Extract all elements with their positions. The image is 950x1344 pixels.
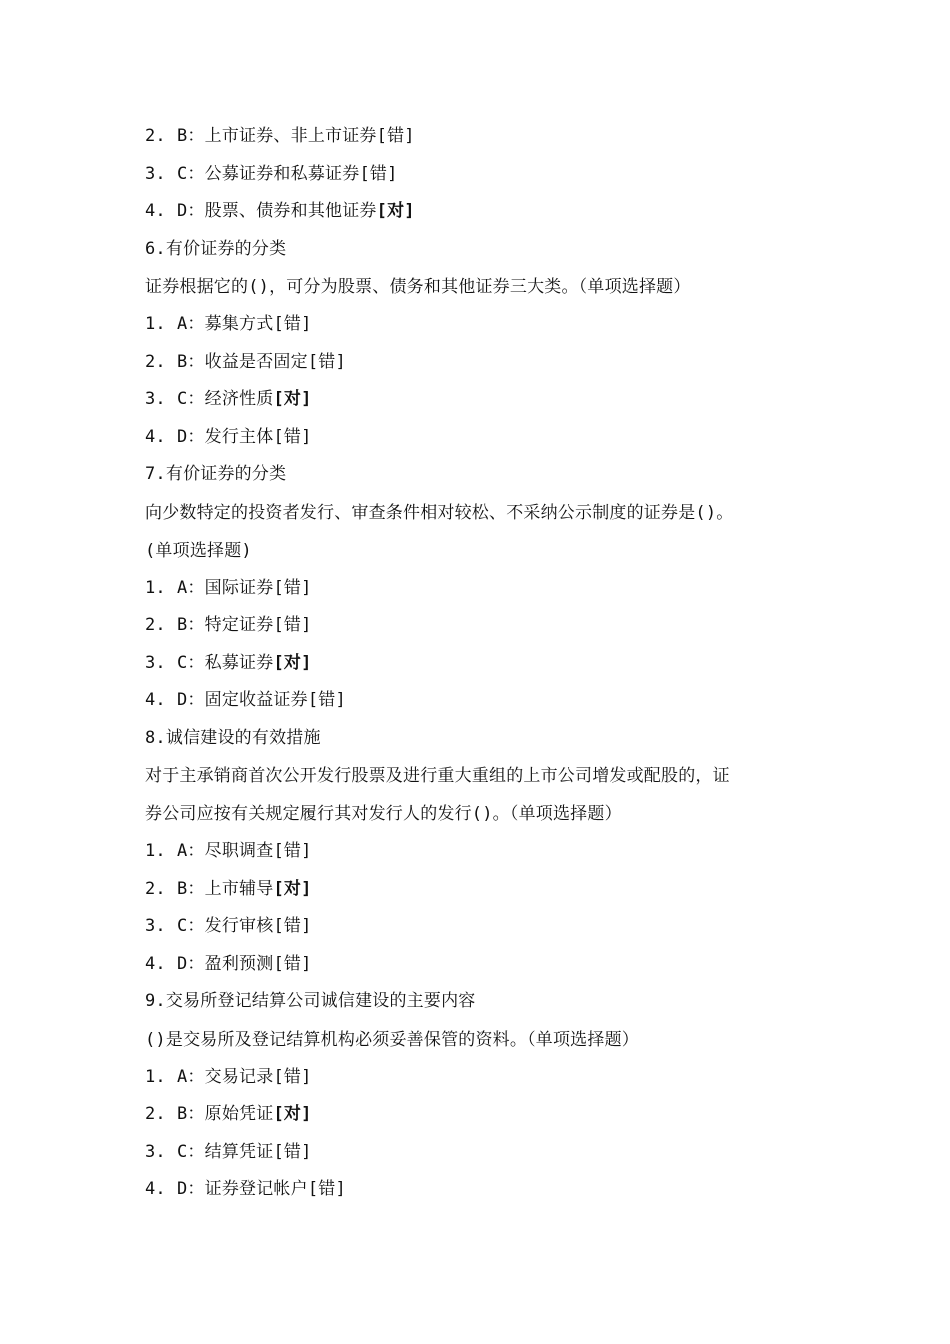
option-text: D：发行主体 — [177, 426, 274, 447]
answer-option — [145, 1171, 825, 1209]
question-heading: 9.交易所登记结算公司诚信建设的主要内容 — [145, 991, 476, 1011]
option-number: 4. — [145, 690, 166, 710]
question-stem: 证券根据它的()，可分为股票、债务和其他证券三大类。（单项选择题） — [145, 277, 691, 297]
option-number: 3. — [145, 163, 166, 184]
option-number: 2. — [145, 351, 166, 372]
question-stem: (单项选择题) — [145, 540, 252, 561]
option-number: 4. — [145, 426, 166, 447]
option-text: C：公募证券和私募证券 — [177, 163, 360, 184]
option-number: 2. — [145, 878, 166, 899]
answer-option — [145, 306, 825, 344]
correct-mark: [对] — [273, 389, 312, 409]
question-stem: 券公司应按有关规定履行其对发行人的发行()。（单项选择题） — [145, 804, 622, 824]
correct-mark: [对] — [273, 878, 312, 899]
option-text: B：收益是否固定 — [177, 351, 308, 372]
option-text: B：上市辅导 — [177, 878, 274, 899]
option-text: C：结算凭证 — [177, 1141, 274, 1162]
wrong-mark: [错] — [273, 615, 312, 635]
question-stem: 向少数特定的投资者发行、审查条件相对较松、不采纳公示制度的证券是()。 — [145, 502, 734, 523]
wrong-mark: [错] — [307, 351, 346, 372]
option-number: 1. — [145, 1066, 166, 1087]
option-text: D：盈利预测 — [177, 953, 274, 974]
answer-option — [145, 833, 825, 871]
wrong-mark: [错] — [273, 1141, 312, 1162]
option-number: 3. — [145, 1141, 166, 1162]
correct-mark: [对] — [376, 201, 415, 221]
answer-option — [145, 570, 825, 608]
answer-option — [145, 193, 825, 231]
correct-mark: [对] — [273, 1104, 312, 1124]
option-text: D：证券登记帐户 — [177, 1179, 308, 1199]
question-heading: 8.诚信建设的有效措施 — [145, 727, 321, 748]
answer-option — [145, 682, 825, 720]
wrong-mark: [错] — [273, 953, 312, 974]
question-stem: 对于主承销商首次公开发行股票及进行重大重组的上市公司增发或配股的，证 — [145, 766, 730, 786]
answer-option — [145, 1059, 825, 1097]
question-heading: 6.有价证券的分类 — [145, 238, 287, 259]
option-text: A：交易记录 — [177, 1066, 274, 1087]
answer-option — [145, 419, 825, 457]
option-number: 1. — [145, 577, 166, 598]
option-number: 1. — [145, 841, 166, 861]
option-number: 4. — [145, 201, 166, 221]
wrong-mark: [错] — [307, 1179, 346, 1199]
question-heading: 7.有价证券的分类 — [145, 464, 287, 484]
option-text: A：募集方式 — [177, 314, 274, 334]
answer-option — [145, 908, 825, 946]
option-number: 3. — [145, 389, 166, 409]
answer-option — [145, 118, 825, 156]
option-number: 4. — [145, 1179, 166, 1199]
answer-option — [145, 1096, 825, 1134]
option-number: 1. — [145, 314, 166, 334]
option-text: A：国际证券 — [177, 577, 274, 598]
wrong-mark: [错] — [273, 314, 312, 334]
answer-option — [145, 871, 825, 909]
answer-option — [145, 1134, 825, 1172]
wrong-mark: [错] — [273, 426, 312, 447]
question-list — [145, 118, 825, 1209]
wrong-mark: [错] — [273, 841, 312, 861]
option-number: 2. — [145, 1104, 166, 1124]
answer-option — [145, 946, 825, 984]
option-text: B：上市证券、非上市证券 — [177, 126, 377, 146]
wrong-mark: [错] — [273, 577, 312, 598]
option-text: B：特定证券 — [177, 615, 274, 635]
answer-option — [145, 645, 825, 683]
option-number: 2. — [145, 126, 166, 146]
answer-option — [145, 344, 825, 382]
option-text: A：尽职调查 — [177, 841, 274, 861]
option-number: 4. — [145, 953, 166, 974]
answer-option — [145, 381, 825, 419]
option-text: C：发行审核 — [177, 916, 274, 936]
option-text: C：私募证券 — [177, 652, 274, 673]
option-number: 2. — [145, 615, 166, 635]
wrong-mark: [错] — [307, 690, 346, 710]
option-text: D：股票、债券和其他证券 — [177, 201, 377, 221]
answer-option — [145, 607, 825, 645]
wrong-mark: [错] — [273, 1066, 312, 1087]
answer-option — [145, 156, 825, 194]
wrong-mark: [错] — [359, 163, 398, 184]
option-text: D：固定收益证券 — [177, 690, 308, 710]
option-number: 3. — [145, 652, 166, 673]
correct-mark: [对] — [273, 652, 312, 673]
wrong-mark: [错] — [376, 126, 415, 146]
wrong-mark: [错] — [273, 916, 312, 936]
option-text: B：原始凭证 — [177, 1104, 274, 1124]
question-stem: ()是交易所及登记结算机构必须妥善保管的资料。（单项选择题） — [145, 1029, 639, 1050]
option-text: C：经济性质 — [177, 389, 274, 409]
option-number: 3. — [145, 916, 166, 936]
